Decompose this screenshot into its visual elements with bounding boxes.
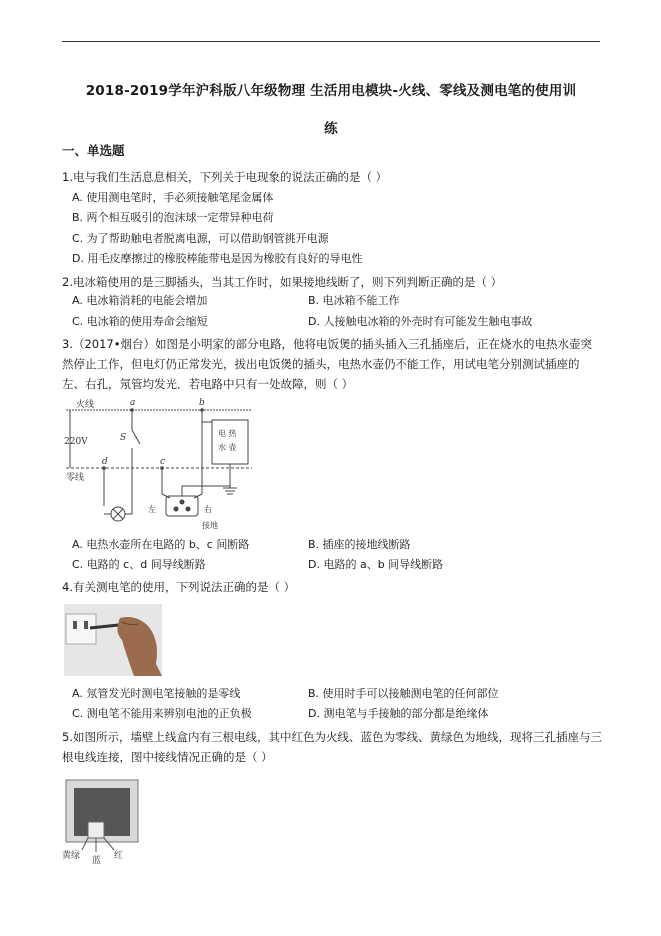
question-5-wall-box-figure — [62, 778, 142, 868]
label-yellow-green-wire: 黄绿 — [62, 851, 81, 861]
label-socket-right: 右 — [204, 505, 212, 514]
question-4-option-d: D. 测电笔与手接触的部分都是绝缘体 — [308, 707, 489, 720]
label-red-wire: 红 — [114, 851, 124, 861]
question-4-option-b: B. 使用时手可以接触测电笔的任何部位 — [308, 687, 499, 700]
label-point-c: c — [160, 457, 166, 467]
question-2-option-a: A. 电冰箱消耗的电能会增加 — [72, 294, 208, 307]
label-point-b: b — [199, 398, 205, 408]
circuit-diagram — [62, 396, 262, 532]
test-pen-photo — [64, 604, 162, 676]
label-ground: 接地 — [202, 521, 218, 530]
label-neutral-wire: 零线 — [66, 473, 85, 483]
section-heading: 一、单选题 — [62, 143, 125, 158]
question-2-option-b: B. 电冰箱不能工作 — [308, 294, 400, 307]
question-2-option-c: C. 电冰箱的使用寿命会缩短 — [72, 315, 208, 328]
question-4-option-c: C. 测电笔不能用来辨别电池的正负极 — [72, 707, 252, 720]
page-title — [62, 72, 600, 148]
question-5-stem: 5.如图所示，墙壁上线盒内有三根电线，其中红色为火线、蓝色为零线、黄绿色为地线，现将三孔插座与三根电线连接，图中接线情况正确的是（ ） — [62, 730, 602, 764]
title-line-1: 2018-2019学年沪科版八年级物理 生活用电模块-火线、零线及测电笔的使用训 — [85, 83, 577, 99]
label-blue-wire: 蓝 — [92, 856, 102, 864]
question-4-stem: 4.有关测电笔的使用，下列说法正确的是（ ） — [62, 580, 296, 594]
question-3-circuit-figure — [62, 396, 262, 536]
question-1-option-a: A. 使用测电笔时，手必须接触笔尾金属体 — [72, 191, 274, 204]
question-3-stem: 3.（2017•烟台）如图是小明家的部分电路，他将电饭煲的插头插入三孔插座后，正在烧水的电热水壶突然停止工作，但电灯仍正常发光，拔出电饭煲的插头，电热水壶仍不能工作，用试电笔分别测试插座的左、右孔，氖管均发光．若电路中只有一处故障，则（ ） — [62, 337, 593, 391]
title-line-2: 练 — [324, 121, 338, 137]
label-live-wire: 火线 — [76, 400, 95, 410]
question-3-option-d: D. 电路的 a、b 间导线断路 — [308, 558, 444, 571]
question-1-stem: 1.电与我们生活息息相关，下列关于电现象的说法正确的是（ ） — [62, 170, 388, 184]
label-point-d: d — [102, 457, 108, 467]
header-rule — [62, 41, 600, 42]
question-1-option-d: D. 用毛皮摩擦过的橡胶棒能带电是因为橡胶有良好的导电性 — [72, 252, 363, 265]
question-3-option-c: C. 电路的 c、d 间导线断路 — [72, 558, 206, 571]
label-socket-left: 左 — [148, 505, 156, 514]
question-3-option-b: B. 插座的接地线断路 — [308, 538, 411, 551]
label-point-a: a — [130, 398, 136, 408]
question-1-option-b: B. 两个相互吸引的泡沫球一定带异种电荷 — [72, 211, 274, 224]
question-2-stem: 2.电冰箱使用的是三脚插头，当其工作时，如果接地线断了，则下列判断正确的是（ ） — [62, 275, 503, 289]
question-3-option-a: A. 电热水壶所在电路的 b、c 间断路 — [72, 538, 250, 551]
label-kettle-line2: 水 壶 — [218, 443, 237, 452]
question-2-option-d: D. 人接触电冰箱的外壳时有可能发生触电事故 — [308, 315, 533, 328]
wall-wire-box — [62, 778, 142, 864]
label-switch-s: S — [120, 433, 127, 443]
label-220v: 220V — [64, 437, 88, 447]
question-4-option-a: A. 氖管发光时测电笔接触的是零线 — [72, 687, 241, 700]
label-kettle-line1: 电 热 — [218, 429, 237, 438]
question-4-tester-photo — [64, 604, 162, 680]
question-1-option-c: C. 为了帮助触电者脱离电源，可以借助钢管挑开电源 — [72, 232, 329, 245]
